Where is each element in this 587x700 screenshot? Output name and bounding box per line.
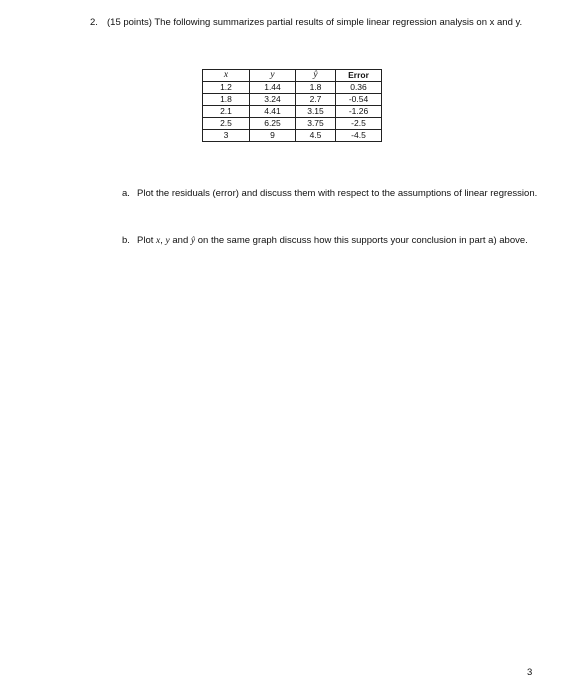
cell-y-hat: 3.15 — [296, 106, 336, 118]
table-header-row — [203, 70, 382, 82]
part-a — [122, 186, 542, 201]
cell-error: -2.5 — [336, 118, 382, 130]
table-row — [203, 118, 382, 130]
cell-error: -0.54 — [336, 94, 382, 106]
regression-results-table — [202, 69, 382, 142]
cell-y: 6.25 — [250, 118, 296, 130]
cell-y: 3.24 — [250, 94, 296, 106]
cell-y-hat: 1.8 — [296, 82, 336, 94]
cell-x: 2.1 — [203, 106, 250, 118]
cell-x: 2.5 — [203, 118, 250, 130]
cell-y: 4.41 — [250, 106, 296, 118]
table-row — [203, 82, 382, 94]
cell-x: 3 — [203, 130, 250, 142]
header-y: y — [250, 70, 296, 82]
page-number: 3 — [527, 667, 533, 678]
part-b-text-3: on the same graph discuss how this supports your conclusion in part a) above. — [195, 235, 528, 246]
table-row — [203, 106, 382, 118]
question-2 — [90, 16, 540, 30]
question-text: (15 points) The following summarizes partial results of simple linear regression analysis on x and y. — [107, 17, 523, 28]
cell-error: 0.36 — [336, 82, 382, 94]
cell-y: 1.44 — [250, 82, 296, 94]
part-b-text — [137, 233, 542, 249]
part-a-label: a. — [122, 188, 130, 199]
var-x: x — [156, 236, 161, 246]
cell-x: 1.8 — [203, 94, 250, 106]
header-y-hat: ŷ — [296, 70, 336, 82]
part-b — [122, 233, 542, 249]
question-number: 2. — [90, 17, 98, 28]
part-b-label: b. — [122, 235, 130, 246]
table-row — [203, 94, 382, 106]
header-x: x — [203, 70, 250, 82]
cell-y-hat: 2.7 — [296, 94, 336, 106]
part-b-text-2: and — [169, 235, 191, 246]
part-a-text: Plot the residuals (error) and discuss them with respect to the assumptions of linear regression. — [137, 188, 538, 199]
var-y: y — [165, 236, 170, 246]
header-error: Error — [336, 70, 382, 82]
part-b-sep: , — [160, 235, 166, 246]
table-row — [203, 130, 382, 142]
cell-error: -1.26 — [336, 106, 382, 118]
cell-x: 1.2 — [203, 82, 250, 94]
part-b-text-1: Plot — [137, 235, 157, 246]
cell-y: 9 — [250, 130, 296, 142]
var-y-hat: ŷ — [190, 236, 196, 246]
cell-y-hat: 3.75 — [296, 118, 336, 130]
cell-error: -4.5 — [336, 130, 382, 142]
cell-y-hat: 4.5 — [296, 130, 336, 142]
